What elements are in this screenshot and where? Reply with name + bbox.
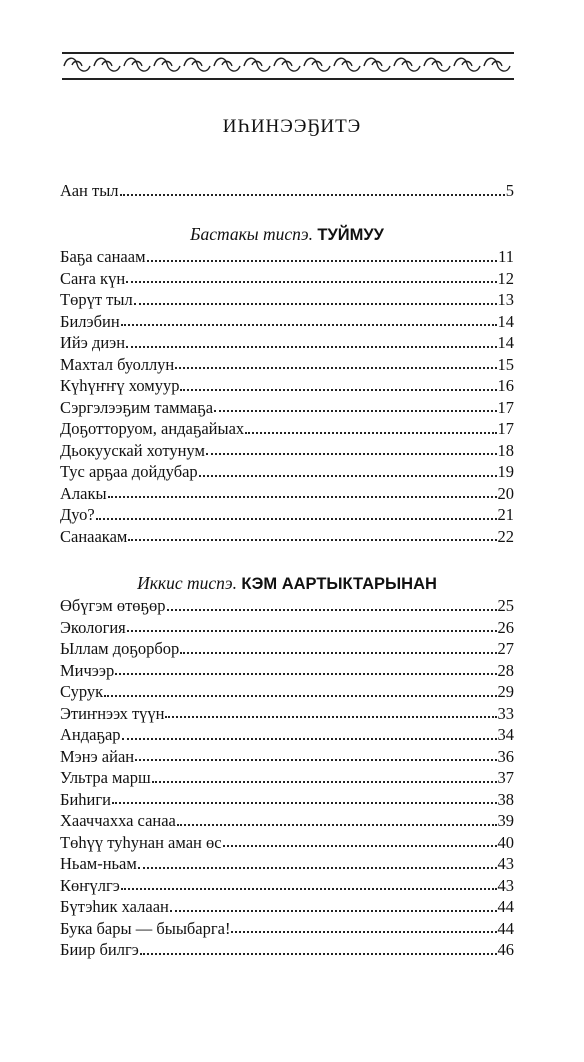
entry-title: Сэргэлээҕим таммаҕа — [60, 397, 214, 417]
dot-leader — [122, 737, 497, 740]
entry-page: 37 — [497, 768, 514, 787]
entry-title: Ультра марш — [60, 768, 151, 787]
entry-title: Хааччахха санаа — [60, 811, 176, 830]
dot-leader — [152, 780, 497, 783]
section-name: ТУЙМУУ — [317, 226, 384, 244]
entry-page: 44 — [497, 897, 514, 916]
entry-title: Өбүгэм өтөҕөр — [60, 596, 166, 615]
entry-title: Биһиги — [60, 789, 111, 809]
toc-entry — [60, 268, 514, 290]
entry-title: Мэнэ айан — [60, 746, 135, 766]
dot-leader — [104, 694, 496, 697]
page-title: ИҺИНЭЭҔИТЭ — [222, 116, 362, 137]
dot-leader — [121, 887, 497, 890]
dot-leader — [231, 930, 496, 933]
entry-title: Ыллам доҕорбор — [60, 639, 180, 658]
dot-leader — [170, 909, 497, 912]
toc-entry — [60, 638, 514, 660]
entry-title: Ийэ диэн — [60, 333, 126, 352]
entry-page: 40 — [497, 832, 514, 852]
entry-title: Биир билгэ — [60, 940, 139, 959]
toc-entry — [60, 354, 514, 376]
entry-page: 25 — [497, 596, 514, 615]
dot-leader — [96, 517, 497, 520]
toc-entry — [60, 617, 514, 639]
dot-leader — [127, 629, 497, 632]
entry-page: 39 — [497, 811, 514, 830]
toc-entry — [60, 595, 514, 617]
dot-leader — [223, 844, 497, 847]
toc-entry — [60, 483, 514, 505]
entry-title: Андаҕар — [60, 725, 121, 744]
ornamental-border — [62, 50, 514, 82]
dot-leader — [138, 866, 497, 869]
entry-page: 43 — [497, 875, 514, 895]
entry-title: Ньам-ньам — [60, 854, 137, 873]
entry-page: 15 — [497, 354, 514, 374]
toc-entry — [60, 832, 514, 854]
entry-title: Дуо? — [60, 505, 95, 524]
toc-section-1 — [60, 222, 514, 547]
entry-title: Мичээр — [60, 660, 115, 680]
entry-page: 20 — [497, 483, 514, 503]
dot-leader — [135, 758, 496, 761]
dot-leader — [126, 345, 496, 348]
entry-page: 44 — [497, 918, 514, 938]
entry-title: Этиҥнээх түүн — [60, 703, 165, 723]
entry-page: 38 — [497, 789, 514, 809]
entry-page: 46 — [497, 940, 514, 959]
entry-title: Төһүү туһунан аман өс — [60, 832, 222, 852]
entry-page: 34 — [497, 725, 514, 744]
entry-page: 12 — [497, 268, 514, 288]
entry-page: 36 — [497, 746, 514, 766]
entry-title: Бүтэһик халаан — [60, 897, 169, 916]
toc-entry — [60, 526, 514, 548]
toc-entry — [60, 332, 514, 354]
entry-page: 11 — [498, 247, 514, 266]
entry-title: Дьокуускай хотунум — [60, 440, 205, 460]
dot-leader — [175, 366, 496, 369]
dot-leader — [121, 323, 497, 326]
entry-page: 13 — [497, 290, 514, 309]
entry-title: Алакы — [60, 483, 107, 503]
toc-entry — [60, 681, 514, 703]
toc-entry — [60, 461, 514, 483]
toc-entry — [60, 789, 514, 811]
entry-page: 21 — [497, 505, 514, 524]
dot-leader — [120, 193, 505, 196]
toc-entry — [60, 767, 514, 789]
entry-title: Санаакам — [60, 526, 128, 546]
toc-entry — [60, 918, 514, 940]
entry-page: 27 — [497, 639, 514, 658]
dot-leader — [214, 409, 496, 412]
entry-page: 5 — [505, 181, 514, 200]
dot-leader — [128, 538, 496, 541]
dot-leader — [115, 672, 496, 675]
dot-leader — [177, 823, 497, 826]
entry-page: 14 — [497, 333, 514, 352]
toc-entry — [60, 660, 514, 682]
toc-section-2 — [60, 571, 514, 961]
entry-page: 17 — [497, 397, 514, 417]
toc-entry — [60, 853, 514, 875]
section-heading — [60, 571, 514, 595]
toc-entry — [60, 418, 514, 440]
entry-title: Махтал буоллун — [60, 354, 175, 374]
section-label: Бастакы тиспэ. — [190, 224, 313, 244]
toc-entry — [60, 375, 514, 397]
dot-leader — [199, 474, 497, 477]
toc-entry — [60, 746, 514, 768]
entry-page: 14 — [497, 311, 514, 331]
toc-entry — [60, 939, 514, 961]
entry-title: Тус арҕаа дойдубар — [60, 462, 198, 481]
dot-leader — [206, 452, 497, 455]
dot-leader — [165, 715, 496, 718]
toc-entry — [60, 311, 514, 333]
entry-page: 28 — [497, 660, 514, 680]
section-name: КЭМ ААРТЫКТАРЫНАН — [241, 575, 437, 593]
entry-title: Саҥа күн — [60, 268, 126, 288]
toc-entry — [60, 810, 514, 832]
toc-entry — [60, 246, 514, 268]
entry-title: Доҕотторуом, андаҕайыах — [60, 419, 245, 438]
toc-entry — [60, 397, 514, 419]
section-label: Иккис тиспэ. — [137, 573, 237, 593]
dot-leader — [134, 302, 497, 305]
dot-leader — [245, 431, 496, 434]
toc-entry — [60, 504, 514, 526]
entry-title: Билэбин — [60, 311, 120, 331]
toc-entry — [60, 896, 514, 918]
entry-title: Аан тыл — [60, 181, 119, 200]
section-heading — [60, 222, 514, 246]
toc-entry — [60, 724, 514, 746]
toc-intro — [60, 180, 514, 202]
entry-page: 26 — [497, 617, 514, 637]
dot-leader — [126, 280, 496, 283]
dot-leader — [147, 259, 498, 262]
entry-page: 19 — [497, 462, 514, 481]
dot-leader — [167, 608, 497, 611]
entry-page: 16 — [497, 376, 514, 395]
toc-entry — [60, 703, 514, 725]
dot-leader — [180, 651, 496, 654]
entry-title: Төрүт тыл — [60, 290, 133, 309]
entry-page: 18 — [497, 440, 514, 460]
entry-title: Бука бары — быыбарга! — [60, 918, 231, 938]
entry-page: 29 — [497, 682, 514, 701]
entry-page: 43 — [497, 854, 514, 873]
dot-leader — [108, 495, 497, 498]
toc-entry — [60, 440, 514, 462]
entry-title: Көҥүлгэ — [60, 875, 120, 895]
toc-entry — [60, 180, 514, 202]
entry-title: Экология — [60, 617, 126, 637]
dot-leader — [180, 388, 496, 391]
toc-entry — [60, 289, 514, 311]
toc-entry — [60, 875, 514, 897]
entry-page: 22 — [497, 526, 514, 546]
entry-title: Баҕа санаам — [60, 247, 146, 266]
dot-leader — [112, 801, 497, 804]
dot-leader — [140, 952, 497, 955]
entry-page: 33 — [497, 703, 514, 723]
entry-page: 17 — [497, 419, 514, 438]
entry-title: Сурук — [60, 682, 104, 701]
entry-title: Күһүҥҥү хомуур — [60, 376, 180, 395]
